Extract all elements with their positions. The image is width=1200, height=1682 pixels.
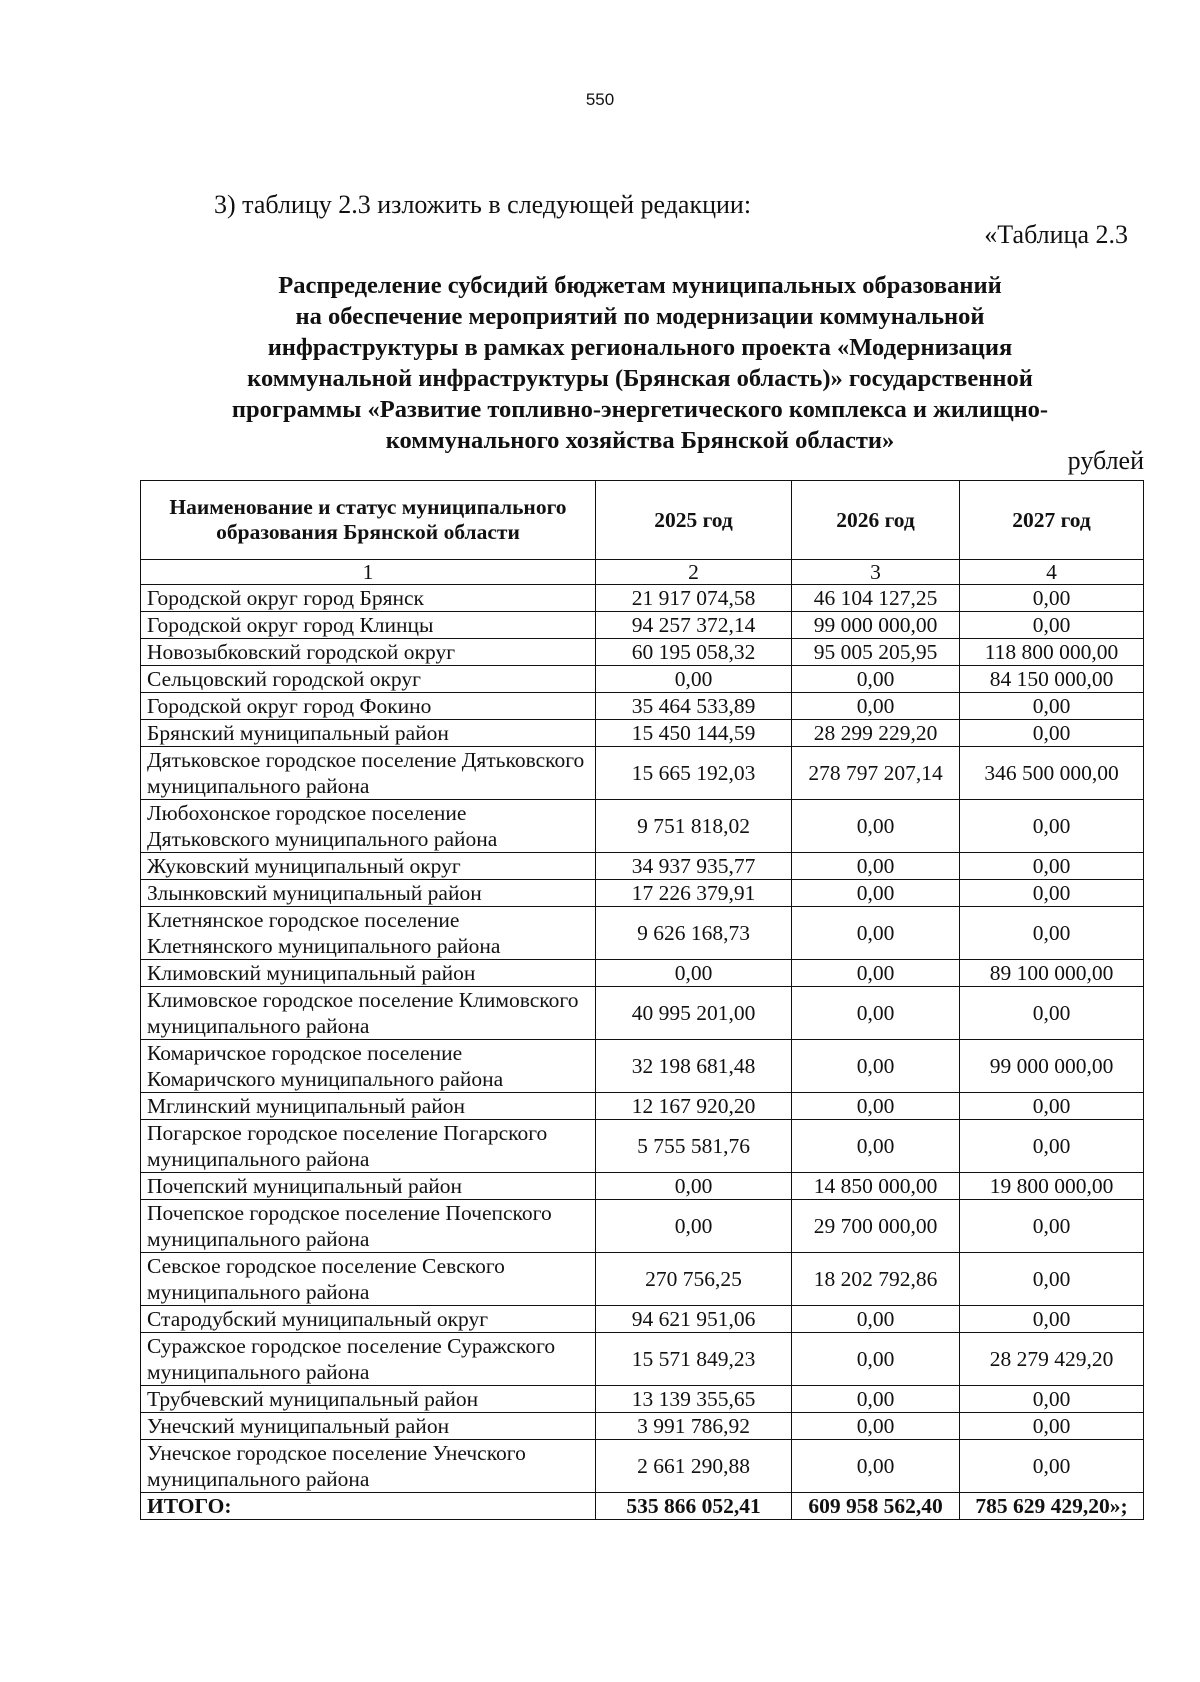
value-2027: 0,00: [960, 880, 1144, 907]
municipality-name: Любохонское городское поселение Дятьковского муниципального района: [141, 800, 596, 853]
value-2025: 5 755 581,76: [596, 1120, 792, 1173]
table-row: [141, 1306, 1144, 1333]
municipality-name: Городской округ город Фокино: [141, 693, 596, 720]
table-row: [141, 853, 1144, 880]
value-2026: 99 000 000,00: [792, 612, 960, 639]
table-row: [141, 1173, 1144, 1200]
value-2026: 0,00: [792, 1333, 960, 1386]
municipality-name: Климовское городское поселение Климовского муниципального района: [141, 987, 596, 1040]
value-2027: 0,00: [960, 1120, 1144, 1173]
table-row: [141, 1040, 1144, 1093]
value-2025: 270 756,25: [596, 1253, 792, 1306]
units-label: рублей: [1067, 446, 1144, 475]
value-2027: 0,00: [960, 585, 1144, 612]
value-2025: 21 917 074,58: [596, 585, 792, 612]
table-row: [141, 612, 1144, 639]
value-2026: 0,00: [792, 907, 960, 960]
value-2026: 0,00: [792, 1440, 960, 1493]
value-2025: 0,00: [596, 1200, 792, 1253]
municipality-name: Унечское городское поселение Унечского муниципального района: [141, 1440, 596, 1493]
value-2025: 0,00: [596, 666, 792, 693]
title-line: коммунального хозяйства Брянской области»: [385, 427, 895, 454]
total-2027: 785 629 429,20»;: [960, 1493, 1144, 1520]
municipality-name: Стародубский муниципальный округ: [141, 1306, 596, 1333]
value-2026: 0,00: [792, 1040, 960, 1093]
value-2026: 95 005 205,95: [792, 639, 960, 666]
value-2025: 94 257 372,14: [596, 612, 792, 639]
value-2027: 0,00: [960, 1253, 1144, 1306]
value-2027: 0,00: [960, 1386, 1144, 1413]
table-row: [141, 1413, 1144, 1440]
value-2026: 0,00: [792, 880, 960, 907]
table-row: [141, 585, 1144, 612]
municipality-name: Почепский муниципальный район: [141, 1173, 596, 1200]
value-2025: 15 571 849,23: [596, 1333, 792, 1386]
municipality-name: Сельцовский городской округ: [141, 666, 596, 693]
value-2026: 0,00: [792, 1120, 960, 1173]
value-2027: 0,00: [960, 987, 1144, 1040]
value-2025: 15 450 144,59: [596, 720, 792, 747]
value-2026: 0,00: [792, 1306, 960, 1333]
header-2025: 2025 год: [596, 481, 792, 560]
table-row: [141, 747, 1144, 800]
subsidy-table: [140, 480, 1144, 1520]
value-2027: 99 000 000,00: [960, 1040, 1144, 1093]
value-2025: 0,00: [596, 960, 792, 987]
value-2026: 0,00: [792, 1413, 960, 1440]
column-index: 1: [141, 560, 596, 585]
value-2026: 18 202 792,86: [792, 1253, 960, 1306]
value-2027: 28 279 429,20: [960, 1333, 1144, 1386]
table-row: [141, 960, 1144, 987]
table-row: [141, 1093, 1144, 1120]
value-2026: 0,00: [792, 1093, 960, 1120]
value-2027: 0,00: [960, 1413, 1144, 1440]
column-index: 3: [792, 560, 960, 585]
column-index-row: [141, 560, 1144, 585]
municipality-name: Городской округ город Брянск: [141, 585, 596, 612]
value-2025: 12 167 920,20: [596, 1093, 792, 1120]
title-line: Распределение субсидий бюджетам муниципальных образований: [278, 272, 1002, 299]
value-2026: 0,00: [792, 987, 960, 1040]
value-2025: 94 621 951,06: [596, 1306, 792, 1333]
table-row: [141, 1386, 1144, 1413]
value-2025: 2 661 290,88: [596, 1440, 792, 1493]
municipality-name: Климовский муниципальный район: [141, 960, 596, 987]
value-2025: 34 937 935,77: [596, 853, 792, 880]
table-row: [141, 666, 1144, 693]
table-row: [141, 907, 1144, 960]
municipality-name: Дятьковское городское поселение Дятьковского муниципального района: [141, 747, 596, 800]
table-row: [141, 1200, 1144, 1253]
value-2025: 60 195 058,32: [596, 639, 792, 666]
column-index: 2: [596, 560, 792, 585]
value-2025: 17 226 379,91: [596, 880, 792, 907]
title-line: программы «Развитие топливно-энергетического комплекса и жилищно-: [231, 396, 1049, 423]
municipality-name: Городской округ город Клинцы: [141, 612, 596, 639]
table-row: [141, 987, 1144, 1040]
value-2027: 0,00: [960, 907, 1144, 960]
value-2026: 28 299 229,20: [792, 720, 960, 747]
table-label: «Таблица 2.3: [984, 220, 1128, 249]
value-2027: 118 800 000,00: [960, 639, 1144, 666]
table-row: [141, 693, 1144, 720]
table-row: [141, 880, 1144, 907]
column-index: 4: [960, 560, 1144, 585]
table-row: [141, 1120, 1144, 1173]
value-2027: 0,00: [960, 720, 1144, 747]
value-2026: 0,00: [792, 853, 960, 880]
value-2027: 0,00: [960, 1093, 1144, 1120]
value-2025: 0,00: [596, 1173, 792, 1200]
value-2026: 29 700 000,00: [792, 1200, 960, 1253]
document-title: [170, 270, 1110, 456]
value-2027: 0,00: [960, 1440, 1144, 1493]
value-2025: 32 198 681,48: [596, 1040, 792, 1093]
municipality-name: Суражское городское поселение Суражского муниципального района: [141, 1333, 596, 1386]
value-2027: 0,00: [960, 693, 1144, 720]
value-2026: 0,00: [792, 693, 960, 720]
table-row: [141, 1333, 1144, 1386]
value-2027: 84 150 000,00: [960, 666, 1144, 693]
municipality-name: Комаричское городское поселение Комаричского муниципального района: [141, 1040, 596, 1093]
value-2026: 0,00: [792, 666, 960, 693]
page-number: 550: [585, 90, 615, 109]
intro-text: 3) таблицу 2.3 изложить в следующей редакции:: [214, 190, 752, 219]
municipality-name: Почепское городское поселение Почепского муниципального района: [141, 1200, 596, 1253]
value-2025: 35 464 533,89: [596, 693, 792, 720]
value-2026: 14 850 000,00: [792, 1173, 960, 1200]
table-row: [141, 800, 1144, 853]
municipality-name: Погарское городское поселение Погарского муниципального района: [141, 1120, 596, 1173]
table-row: [141, 1440, 1144, 1493]
title-line: инфраструктуры в рамках регионального проекта «Модернизация: [267, 334, 1013, 361]
table-row: [141, 1253, 1144, 1306]
municipality-name: Жуковский муниципальный округ: [141, 853, 596, 880]
municipality-name: Брянский муниципальный район: [141, 720, 596, 747]
municipality-name: Трубчевский муниципальный район: [141, 1386, 596, 1413]
municipality-name: Унечский муниципальный район: [141, 1413, 596, 1440]
value-2026: 0,00: [792, 960, 960, 987]
header-2027: 2027 год: [960, 481, 1144, 560]
title-line: на обеспечение мероприятий по модернизации коммунальной: [295, 303, 985, 330]
municipality-name: Мглинский муниципальный район: [141, 1093, 596, 1120]
value-2026: 278 797 207,14: [792, 747, 960, 800]
value-2027: 346 500 000,00: [960, 747, 1144, 800]
value-2027: 0,00: [960, 612, 1144, 639]
total-2026: 609 958 562,40: [792, 1493, 960, 1520]
value-2025: 40 995 201,00: [596, 987, 792, 1040]
municipality-name: Клетнянское городское поселение Клетнянского муниципального района: [141, 907, 596, 960]
total-2025: 535 866 052,41: [596, 1493, 792, 1520]
table-row: [141, 720, 1144, 747]
header-municipality: Наименование и статус муниципального образования Брянской области: [141, 481, 596, 560]
value-2026: 0,00: [792, 800, 960, 853]
municipality-name: Злынковский муниципальный район: [141, 880, 596, 907]
value-2027: 89 100 000,00: [960, 960, 1144, 987]
table-header-row: [141, 481, 1144, 560]
value-2027: 0,00: [960, 1200, 1144, 1253]
value-2026: 46 104 127,25: [792, 585, 960, 612]
value-2026: 0,00: [792, 1386, 960, 1413]
total-label: ИТОГО:: [141, 1493, 596, 1520]
municipality-name: Севское городское поселение Севского муниципального района: [141, 1253, 596, 1306]
municipality-name: Новозыбковский городской округ: [141, 639, 596, 666]
table-row: [141, 639, 1144, 666]
value-2025: 3 991 786,92: [596, 1413, 792, 1440]
value-2025: 15 665 192,03: [596, 747, 792, 800]
value-2025: 9 751 818,02: [596, 800, 792, 853]
value-2027: 0,00: [960, 800, 1144, 853]
header-2026: 2026 год: [792, 481, 960, 560]
value-2025: 13 139 355,65: [596, 1386, 792, 1413]
value-2025: 9 626 168,73: [596, 907, 792, 960]
value-2027: 0,00: [960, 853, 1144, 880]
value-2027: 0,00: [960, 1306, 1144, 1333]
title-line: коммунальной инфраструктуры (Брянская область)» государственной: [247, 365, 1033, 392]
total-row: [141, 1493, 1144, 1520]
value-2027: 19 800 000,00: [960, 1173, 1144, 1200]
